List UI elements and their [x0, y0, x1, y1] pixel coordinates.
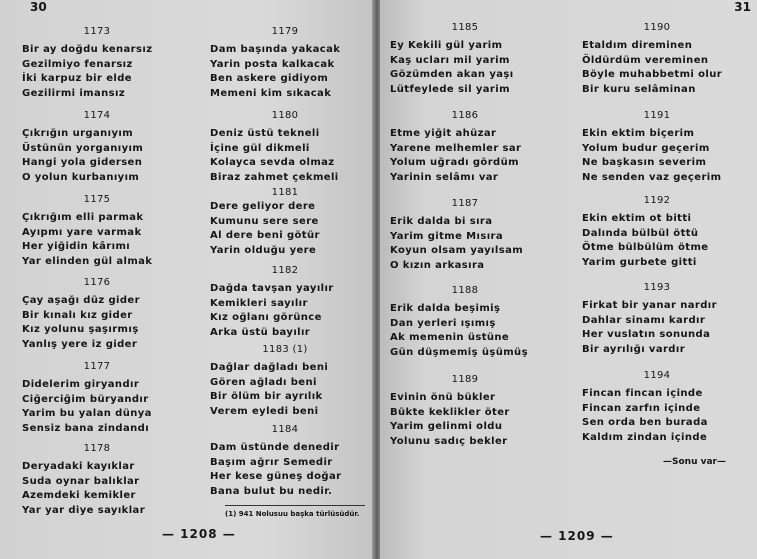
- poem-line: Etaldım direminen: [582, 40, 693, 51]
- poem-line: Üstünün yorganıyım: [22, 142, 144, 154]
- poem-line: Kemikleri sayılır: [210, 297, 308, 309]
- poem-line: Biraz zahmet çekmeli: [210, 171, 339, 183]
- poem-number: 1187: [451, 198, 479, 209]
- right-page: [380, 0, 757, 559]
- poem-number: 1193: [643, 282, 671, 293]
- left-corner-number: 30: [30, 0, 47, 14]
- poem-number: 1179: [271, 26, 299, 37]
- poem-line: Gözümden akan yaşı: [390, 69, 514, 80]
- poem-1184: [210, 424, 360, 499]
- poem-1189: [390, 374, 540, 449]
- poem-line: Bir kınalı kız gider: [22, 309, 133, 321]
- poem-number: 1184: [271, 424, 299, 435]
- poem-line: Kumunu sere sere: [210, 215, 319, 227]
- poem-number: 1191: [643, 110, 671, 121]
- poem-number: 1177: [83, 361, 111, 372]
- poem-line: Öldürdüm vereminen: [582, 54, 709, 66]
- poem-line: Yar yar diye sayıklar: [22, 504, 146, 516]
- poem-line: Kız yolunu şaşırmış: [22, 324, 139, 335]
- poem-line: Sensiz bana zindandı: [22, 422, 150, 434]
- poem-line: Yolum uğradı gördüm: [390, 157, 519, 168]
- poem-number: 1175: [83, 194, 111, 205]
- poem-number: 1180: [271, 110, 299, 121]
- poem-1193: [582, 282, 732, 357]
- poem-1175: [22, 194, 172, 269]
- footnote-rule: [225, 505, 365, 506]
- poem-line: Her kese güneş doğar: [210, 471, 342, 482]
- poem-line: Yarene melhemler sar: [390, 142, 522, 154]
- poem-1179: [210, 26, 360, 101]
- poem-line: Suda oynar balıklar: [22, 475, 140, 487]
- poem-line: Her yiğidin kârımı: [22, 241, 131, 252]
- footnote: (1) 941 Nolusuu başka türlüsüdür.: [225, 510, 360, 518]
- poem-line: Firkat bir yanar nardır: [582, 300, 717, 311]
- poem-line: Her vuslatın sonunda: [582, 329, 711, 340]
- poem-line: Fincan fincan içinde: [582, 388, 703, 399]
- poem-line: Dağda tavşan yayılır: [210, 283, 334, 294]
- poem-1182: [210, 265, 360, 340]
- poem-line: Deniz üstü tekneli: [210, 128, 320, 139]
- poem-1194: [582, 370, 732, 445]
- poem-line: Dere geliyor dere: [210, 201, 316, 212]
- poem-1181: [210, 187, 360, 258]
- poem-line: Ne senden vaz geçerim: [582, 171, 722, 183]
- poem-1183: [210, 344, 360, 419]
- poem-line: Dam başında yakacak: [210, 44, 341, 55]
- poem-1174: [22, 110, 172, 185]
- poem-line: Yar elinden gül almak: [22, 255, 153, 267]
- poem-number: 1178: [83, 443, 111, 454]
- poem-line: Bir ölüm bir ayrılık: [210, 391, 323, 402]
- poem-line: Dalında bülbül öttü: [582, 227, 699, 239]
- poem-line: Kolayca sevda olmaz: [210, 157, 335, 168]
- poem-line: Yarim gelinmi oldu: [390, 421, 503, 432]
- poem-line: Yarin posta kalkacak: [210, 58, 335, 70]
- poem-line: Yarim gitme Mısıra: [390, 230, 504, 242]
- poem-line: Dağlar dağladı beni: [210, 362, 329, 373]
- poem-number: 1174: [83, 110, 111, 121]
- poem-number: 1181: [271, 187, 299, 198]
- poem-1178: [22, 443, 172, 518]
- poem-1192: [582, 195, 732, 270]
- poem-1191: [582, 110, 732, 185]
- poem-line: Böyle muhabbetmi olur: [582, 69, 723, 80]
- poem-line: Ekin ektim ot bitti: [582, 213, 692, 224]
- poem-line: Gezilirmi imansız: [22, 87, 126, 99]
- poem-line: O kızın arkasıra: [390, 259, 485, 271]
- poem-line: Evinin önü bükler: [390, 392, 496, 403]
- poem-1185: [390, 22, 540, 97]
- to-be-continued: —Sonu var—: [663, 457, 726, 467]
- poem-number: 1185: [451, 22, 479, 33]
- poem-line: Yolum budur geçerim: [582, 142, 710, 154]
- poem-line: Hangi yola gidersen: [22, 157, 143, 168]
- poem-line: Yolunu sadıç bekler: [390, 435, 508, 447]
- poem-line: Lütfeylede sil yarim: [390, 83, 510, 95]
- poem-1176: [22, 277, 172, 352]
- poem-1187: [390, 198, 540, 273]
- poem-line: Ben askere gidiyom: [210, 73, 329, 84]
- poem-line: Deryadaki kayıklar: [22, 461, 135, 472]
- poem-1190: [582, 22, 732, 97]
- poem-line: Yarin olduğu yere: [210, 244, 317, 256]
- poem-line: Ak memenin üstüne: [390, 332, 510, 343]
- poem-line: Kaldım zindan içinde: [582, 431, 708, 443]
- poem-line: Sen orda ben burada: [582, 417, 708, 428]
- poem-line: Azemdeki kemikler: [22, 490, 136, 501]
- poem-number: 1173: [83, 26, 111, 37]
- poem-line: Didelerim giryandır: [22, 379, 140, 390]
- poem-line: Dahlar sinamı kardır: [582, 314, 706, 326]
- left-page-number: — 1208 —: [162, 527, 236, 541]
- right-page-number: — 1209 —: [540, 529, 614, 543]
- poem-line: Çıkrığın urganıyım: [22, 128, 134, 139]
- poem-line: Yarim gurbete gitti: [582, 256, 697, 268]
- poem-line: Erik dalda bi sıra: [390, 216, 493, 227]
- right-corner-number: 31: [734, 0, 751, 14]
- poem-number: 1176: [83, 277, 111, 288]
- poem-line: Bükte keklikler öter: [390, 406, 510, 418]
- poem-line: Dam üstünde denedir: [210, 442, 340, 453]
- poem-number: 1188: [451, 285, 479, 296]
- poem-line: Ekin ektim biçerim: [582, 128, 695, 139]
- poem-line: Verem eyledi beni: [210, 405, 319, 417]
- poem-line: Ötme bülbülüm ötme: [582, 242, 709, 253]
- poem-line: Fincan zarfın içinde: [582, 402, 701, 414]
- poem-number: 1189: [451, 374, 479, 385]
- poem-line: Bir kuru selâminan: [582, 83, 696, 95]
- poem-line: Arka üstü bayılır: [210, 326, 311, 338]
- poem-line: Koyun olsam yayılsam: [390, 245, 524, 256]
- poem-line: Bir ayrılığı vardır: [582, 343, 686, 355]
- poem-number: 1192: [643, 195, 671, 206]
- poem-1173: [22, 26, 172, 101]
- poem-line: Gören ağladı beni: [210, 376, 317, 388]
- poem-line: Ciğerciğim büryandır: [22, 393, 149, 405]
- poem-line: Yanlış yere iz gider: [22, 338, 138, 350]
- poem-line: Yarinin selâmı var: [390, 171, 499, 183]
- poem-line: Dan yerleri ışımış: [390, 317, 496, 329]
- poem-line: Çay aşağı düz gider: [22, 295, 140, 306]
- poem-line: Ayıpmı yare varmak: [22, 226, 142, 238]
- poem-1177: [22, 361, 172, 436]
- poem-line: Bana bulut bu nedir.: [210, 485, 333, 497]
- poem-number: 1186: [451, 110, 479, 121]
- poem-line: Başım ağrır Semedir: [210, 456, 333, 468]
- poem-line: İçine gül dikmeli: [210, 142, 310, 154]
- poem-line: Çıkrığım elli parmak: [22, 212, 144, 223]
- poem-line: Gün düşmemiş üşümüş: [390, 346, 528, 358]
- poem-number: 1194: [643, 370, 671, 381]
- poem-line: Al dere beni götür: [210, 230, 320, 241]
- poem-line: Kız oğlanı görünce: [210, 312, 322, 323]
- poem-line: Bir ay doğdu kenarsız: [22, 44, 153, 55]
- poem-line: Erik dalda beşimiş: [390, 303, 501, 314]
- left-page: [0, 0, 374, 559]
- poem-line: Gezilmiyo fenarsız: [22, 58, 133, 70]
- poem-number: 1190: [643, 22, 671, 33]
- poem-number: 1182: [271, 265, 299, 276]
- poem-1188: [390, 285, 540, 360]
- poem-line: Kaş ucları mil yarim: [390, 54, 510, 66]
- poem-1180: [210, 110, 360, 185]
- poem-line: Yarim bu yalan dünya: [22, 408, 152, 419]
- poem-line: Etme yiğit ahüzar: [390, 128, 497, 139]
- poem-number: 1183 (1): [262, 344, 308, 355]
- poem-line: Ey Kekili gül yarim: [390, 40, 503, 51]
- poem-line: Ne başkasın severim: [582, 157, 707, 168]
- poem-line: İki karpuz bir elde: [22, 73, 132, 84]
- poem-line: Memeni kim sıkacak: [210, 87, 332, 99]
- poem-1186: [390, 110, 540, 185]
- poem-line: O yolun kurbanıyım: [22, 171, 140, 183]
